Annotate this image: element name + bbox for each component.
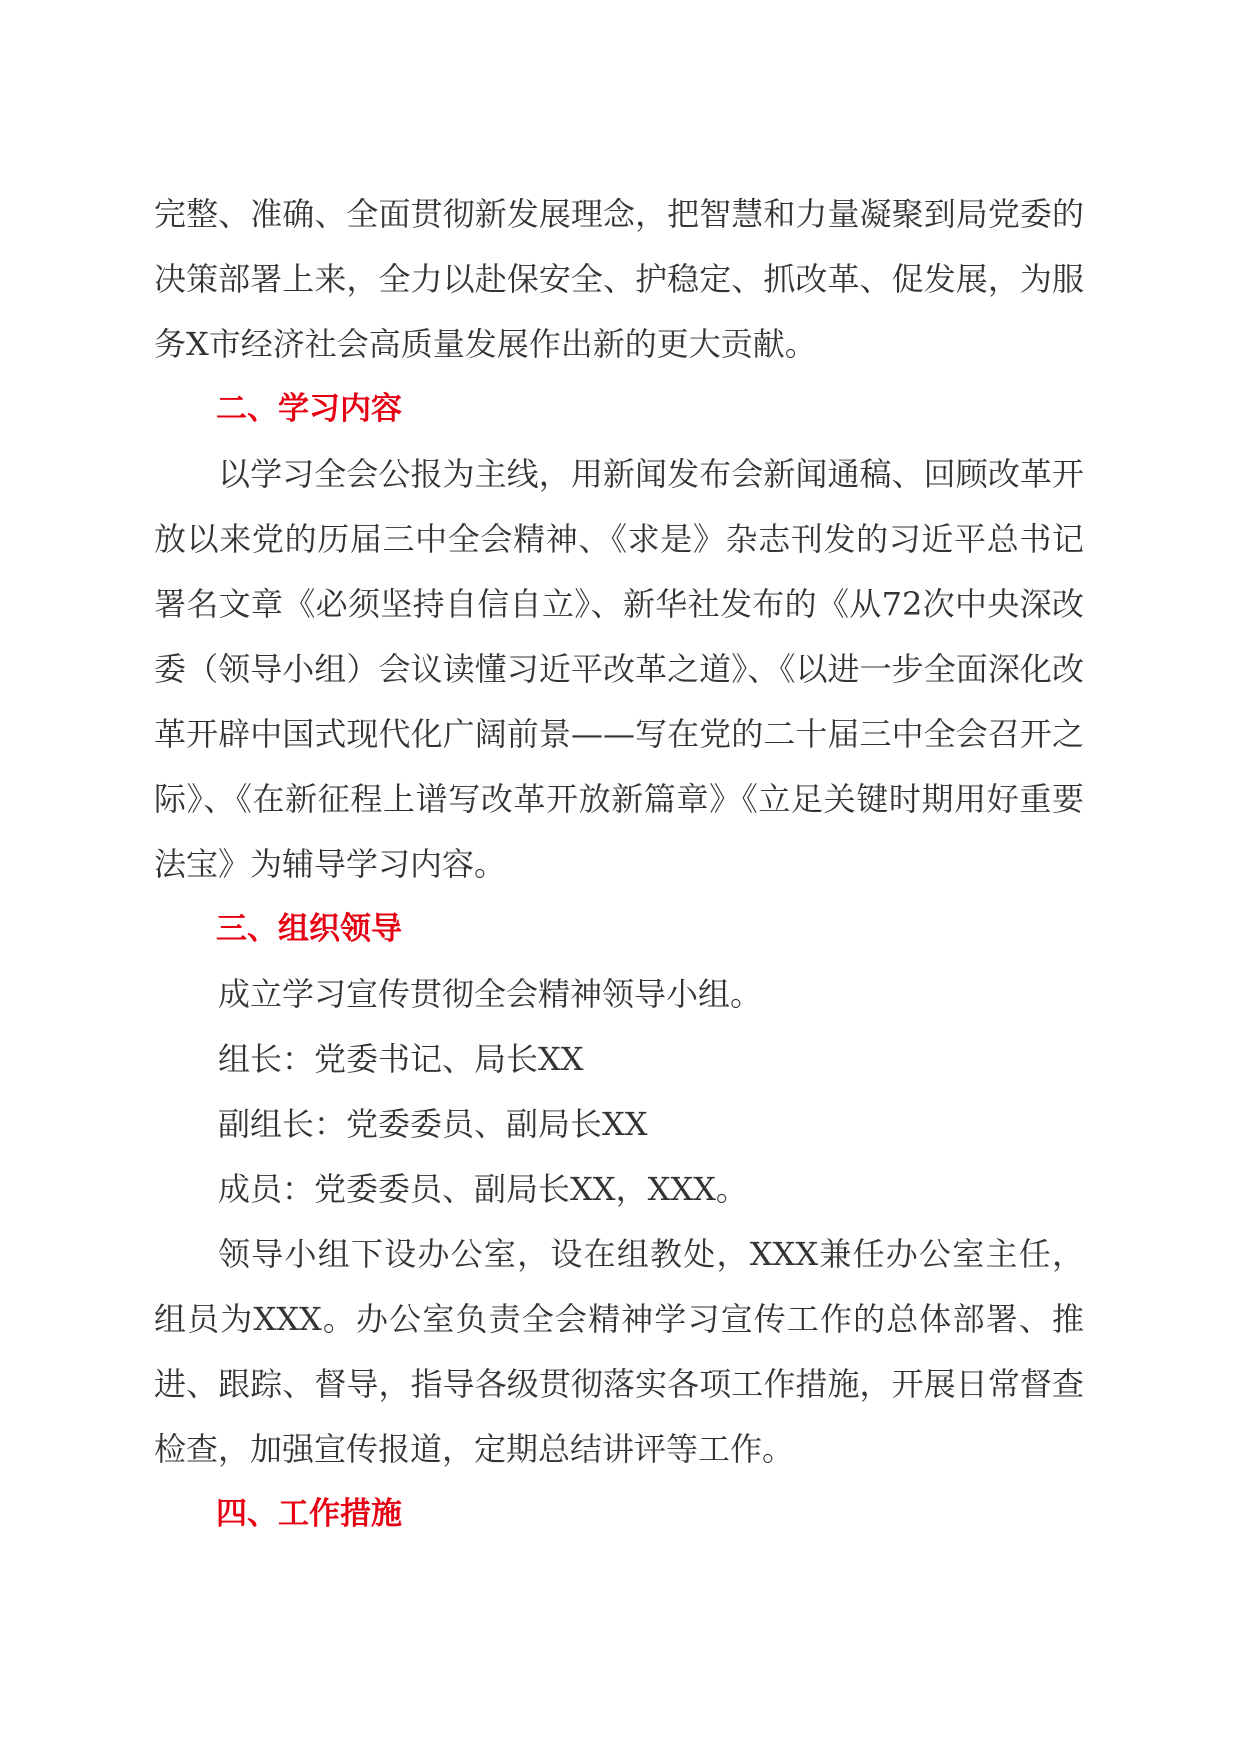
section-heading-study-content: 二、学习内容 xyxy=(216,391,402,427)
section-heading-measures: 四、工作措施 xyxy=(216,1496,402,1532)
paragraph-members: 成员：党委委员、副局长XX，XXX。 xyxy=(218,1170,748,1208)
paragraph-office: 领导小组下设办公室，设在组教处，XXX兼任办公室主任，组员为XXX。办公室负责全会精神学习宣传工作的总体部署、推进、跟踪、督导，指导各级贯彻落实各项工作措施，开展日常督查检查，加强宣传报道，定期总结讲评等工作。 xyxy=(154,1235,1084,1468)
paragraph-deputy-leader: 副组长：党委委员、副局长XX xyxy=(218,1105,648,1143)
paragraph-intro-continuation: 完整、准确、全面贯彻新发展理念，把智慧和力量凝聚到局党委的决策部署上来，全力以赴保安全、护稳定、抓改革、促发展，为服务X市经济社会高质量发展作出新的更大贡献。 xyxy=(154,195,1084,363)
paragraph-group-leader: 组长：党委书记、局长XX xyxy=(218,1040,584,1078)
section-heading-organization: 三、组织领导 xyxy=(216,911,402,947)
document-body xyxy=(154,182,1084,1547)
paragraph-study-content: 以学习全会公报为主线，用新闻发布会新闻通稿、回顾改革开放以来党的历届三中全会精神、《求是》杂志刊发的习近平总书记署名文章《必须坚持自信自立》、新华社发布的《从72次中央深改委（领导小组）会议读懂习近平改革之道》、《以进一步全面深化改革开辟中国式现代化广阔前景——写在党的二十届三中全会召开之际》、《在新征程上谱写改革开放新篇章》《立足关键时期用好重要法宝》为辅导学习内容。 xyxy=(154,455,1084,883)
paragraph-leading-group: 成立学习宣传贯彻全会精神领导小组。 xyxy=(218,975,763,1013)
